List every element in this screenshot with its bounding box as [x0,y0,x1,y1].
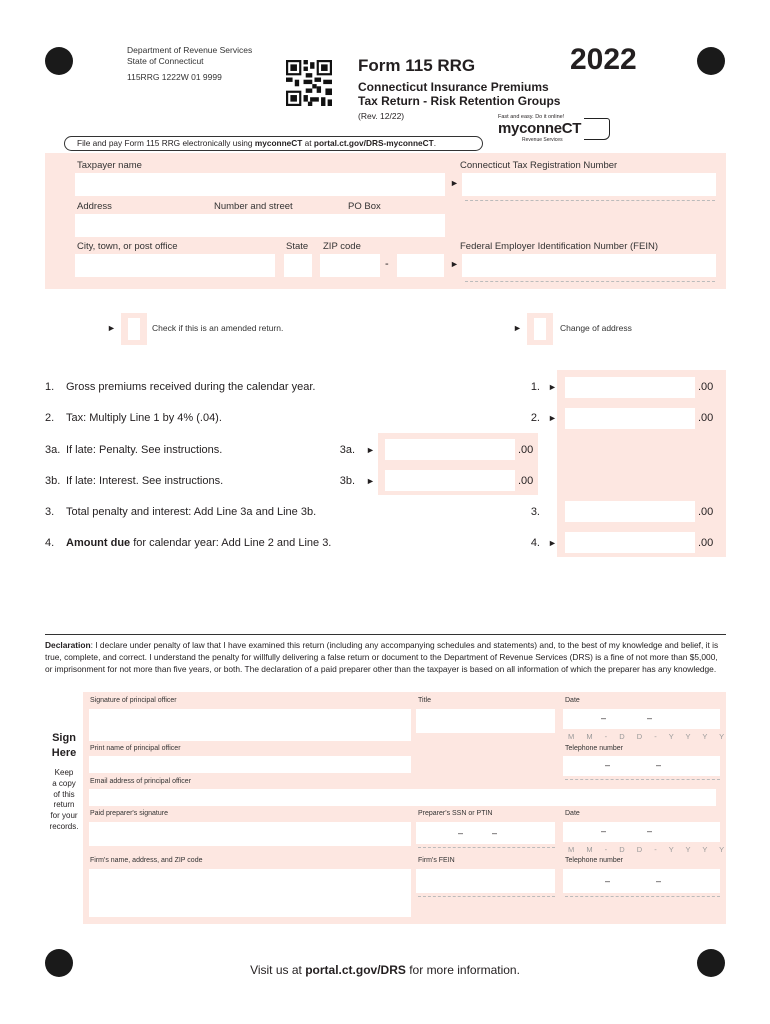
amended-checkbox[interactable] [128,318,140,340]
date-dash: – [647,826,653,836]
keep-copy-note [45,768,83,833]
line-3a-text: If late: Penalty. See instructions. [66,444,223,456]
line-1-text: Gross premiums received during the calendar year. [66,381,316,393]
arrow-icon: ► [450,259,459,269]
qr-code-icon [286,60,332,106]
line-4-number: 4. [45,537,55,549]
line-4-text [66,537,331,549]
efile-text: File and pay Form 115 RRG electronically using [77,138,255,148]
ssn-dash: – [492,828,498,838]
line-3a-input[interactable] [385,439,515,460]
form-subtitle-2: Tax Return - Risk Retention Groups [358,94,561,108]
line-3-text: Total penalty and interest: Add Line 3a and Line 3b. [66,506,317,518]
signature-input[interactable] [89,709,411,741]
line-4-input[interactable] [565,532,695,553]
tax-year: 2022 [570,43,637,76]
logo-tagline: Fast and easy. Do it online! [498,114,565,120]
line-3b-text: If late: Interest. See instructions. [66,475,224,487]
footer-pre: Visit us at [250,963,306,977]
preparer-ssn-label: Preparer's SSN or PTIN [418,810,493,817]
keep-text: return [53,800,75,810]
date-dash: – [647,713,653,723]
logo-state-outline [584,118,610,140]
firm-label: Firm's name, address, and ZIP code [90,857,203,864]
arrow-icon: ► [450,178,459,188]
street-label: Number and street [214,201,293,212]
state-input[interactable] [284,254,312,277]
line-1-ref: 1. [530,381,540,393]
arrow-icon: ► [548,413,557,423]
print-name-input[interactable] [89,756,411,773]
preparer-date-input[interactable] [563,822,720,842]
myconnect-logo [498,114,612,144]
sign-here-heading [45,731,83,761]
logo-name: myconneCT [498,120,582,137]
line-3-input[interactable] [565,501,695,522]
line-1-cents: .00 [698,381,714,393]
efile-text: at [302,138,314,148]
sign-text: Sign [52,732,76,744]
efile-banner [64,136,483,151]
line-3b-input[interactable] [385,470,515,491]
phone-label: Telephone number [565,745,623,752]
arrow-icon: ► [548,538,557,548]
form-code: 115RRG 1222W 01 9999 [127,72,222,82]
footer-text [0,963,770,977]
print-name-label: Print name of principal officer [90,745,181,752]
here-text: Here [51,747,77,759]
firm-input[interactable] [89,869,411,917]
phone-dash: – [656,760,662,770]
line-3b-number: 3b. [45,475,61,487]
firm-phone-label: Telephone number [565,857,623,864]
keep-text: Keep [54,768,74,777]
efile-url[interactable]: portal.ct.gov/DRS-myconneCT [313,138,434,148]
footer-url[interactable]: portal.ct.gov/DRS [305,963,406,977]
zip-label: ZIP code [323,241,361,252]
line-3b-ref: 3b. [339,475,355,487]
date-dash: – [601,826,607,836]
efile-text: . [433,138,437,148]
logo-subtext: Revenue Services [522,137,563,143]
form-subtitle-1: Connecticut Insurance Premiums [358,80,549,94]
keep-text: records. [49,821,79,831]
fein-label: Federal Employer Identification Number (FEIN) [460,241,658,252]
arrow-icon: ► [366,445,375,455]
phone-dash: – [605,760,611,770]
firm-fein-label: Firm's FEIN [418,857,455,864]
preparer-ssn-input[interactable] [416,822,555,844]
phone-guide [565,779,720,780]
line-1-input[interactable] [565,377,695,398]
reg-number-input[interactable] [462,173,716,196]
firm-phone-guide [565,896,720,897]
footer-post: for more information. [405,963,520,977]
fein-guide [465,281,715,282]
preparer-signature-input[interactable] [89,822,411,846]
state-name: State of Connecticut [127,56,204,66]
date-format: M M - D D - Y Y Y Y [568,845,730,854]
line-1-number: 1. [45,381,55,393]
city-input[interactable] [75,254,275,277]
line-4-bold: Amount due [66,537,131,549]
line-3a-cents: .00 [518,444,534,456]
phone-dash: – [605,876,611,886]
amended-label: Check if this is an amended return. [152,323,284,333]
taxpayer-name-label: Taxpayer name [77,160,142,171]
efile-myconnect: myconneCT [254,138,303,148]
preparer-date-label: Date [565,810,580,817]
date-format: M M - D D - Y Y Y Y [568,732,730,741]
declaration-heading: Declaration [45,640,91,650]
zip-input[interactable] [320,254,380,277]
phone-input[interactable] [563,756,720,776]
arrow-icon: ► [548,382,557,392]
registration-mark [697,47,725,75]
address-change-checkbox[interactable] [534,318,546,340]
declaration-body: : I declare under penalty of law that I have examined this return (including any accompanying schedules and statements) and, to the best of my knowledge and belief, it is true, complete, and correct. I understand the penalty for willfully delivering a false return or document to the Department of Revenue Services (DRS) is a fine of not more than $5,000, or imprisonment for not more than five years, or both. The declaration of a paid preparer other than the taxpayer is based on all information of which the preparer has any knowledge. [45,640,719,674]
declaration-text [45,639,726,675]
declaration-rule [45,634,726,635]
state-label: State [286,241,309,252]
title-input[interactable] [416,709,555,733]
line-2-ref: 2. [530,412,540,424]
line-3a-number: 3a. [45,444,61,456]
date-label: Date [565,697,580,704]
firm-phone-input[interactable] [563,869,720,893]
taxpayer-name-input[interactable] [75,173,445,196]
date-input[interactable] [563,709,720,729]
signature-label: Signature of principal officer [90,697,177,704]
zip-ext-input[interactable] [397,254,444,277]
email-label: Email address of principal officer [90,778,192,785]
arrow-icon: ► [513,323,522,333]
keep-text: of this [53,789,75,799]
zip-dash: - [385,258,389,270]
line-2-text: Tax: Multiply Line 1 by 4% (.04). [66,412,222,424]
arrow-icon: ► [107,323,116,333]
date-dash: – [601,713,607,723]
address-label: Address [77,201,112,212]
registration-mark [45,47,73,75]
dept-name: Department of Revenue Services [127,45,253,55]
line-4-cents: .00 [698,537,714,549]
firm-fein-input[interactable] [416,869,555,893]
line-3-number: 3. [45,506,55,518]
address-input[interactable] [75,214,445,237]
city-label: City, town, or post office [77,241,178,252]
preparer-signature-label: Paid preparer's signature [90,810,168,817]
line-4-rest: for calendar year: Add Line 2 and Line 3. [130,537,332,549]
line-4-ref: 4. [530,537,540,549]
address-change-label: Change of address [560,323,632,333]
line-2-cents: .00 [698,412,714,424]
amount-column [557,370,726,557]
line-3-cents: .00 [698,506,714,518]
keep-text: for your [50,811,78,821]
line-3b-cents: .00 [518,475,534,487]
line-2-number: 2. [45,412,55,424]
phone-dash: – [656,876,662,886]
email-input[interactable] [89,789,716,806]
reg-number-label: Connecticut Tax Registration Number [460,160,618,171]
line-3a-ref: 3a. [339,444,355,456]
keep-text: a copy [52,778,76,788]
ssn-guide [418,847,555,848]
firm-fein-guide [418,896,555,897]
title-label: Title [418,697,431,704]
line-2-input[interactable] [565,408,695,429]
arrow-icon: ► [366,476,375,486]
fein-input[interactable] [462,254,716,277]
line-3-ref: 3. [530,506,540,518]
reg-number-guide [465,200,715,201]
pobox-label: PO Box [348,201,381,212]
ssn-dash: – [458,828,464,838]
revision-date: (Rev. 12/22) [358,111,405,121]
form-title: Form 115 RRG [358,56,476,75]
